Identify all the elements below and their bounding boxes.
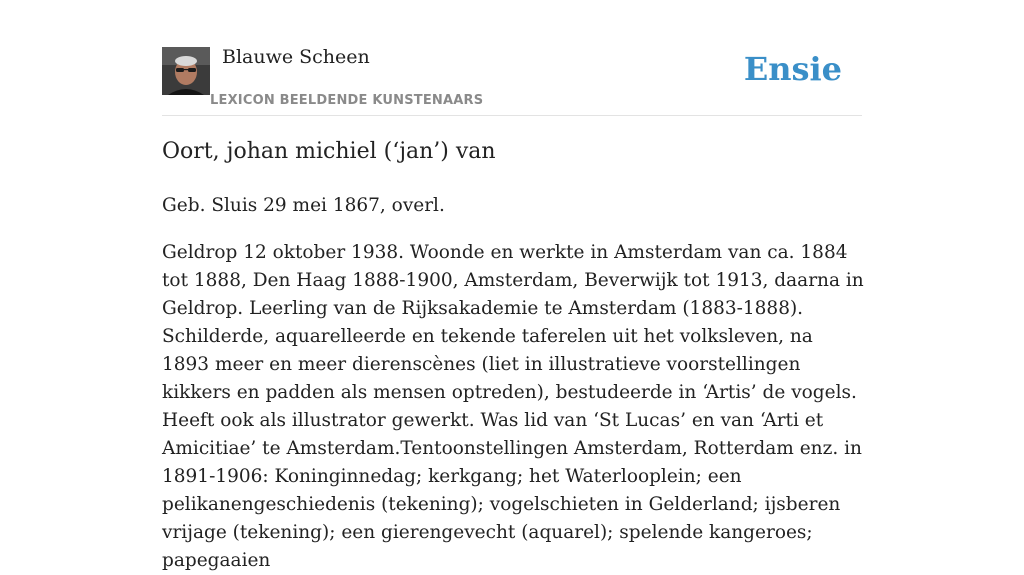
article-title: Oort, johan michiel (‘jan’) van: [162, 139, 496, 164]
source-label[interactable]: LEXICON BEELDENDE KUNSTENAARS: [210, 93, 484, 108]
avatar-photo: [162, 47, 210, 95]
header-divider: [162, 115, 862, 116]
ensie-logo[interactable]: Ensie: [743, 50, 842, 88]
article-paragraph: Geb. Sluis 29 mei 1867, overl.: [162, 195, 445, 216]
author-avatar[interactable]: [162, 47, 210, 95]
author-name[interactable]: Blauwe Scheen: [222, 46, 370, 68]
article-paragraph: Geldrop 12 oktober 1938. Woonde en werkte in Amsterdam van ca. 1884 tot 1888, Den Haag 1888-1900, Amsterdam, Beverwijk tot 1913, daarna in Geldrop. Leerling van de Rijksakademie te Amsterdam (1883-1888). Schilderde, aquarelleerde en tekende taferelen uit het volksleven, na 1893 meer en meer dierenscènes (liet in illustratieve voorstellingen kikkers en padden als mensen optreden), bestudeerde in ‘Artis’ de vogels. Heeft ook als illustrator gewerkt. Was lid van ‘St Lucas’ en van ‘Arti et Amicitiae’ te Amsterdam.Tentoonstellingen Amsterdam, Rotterdam enz. in 1891-1906: Koninginnedag; kerkgang; het Waterlooplein; een pelikanengeschiedenis (tekening); vogelschieten in Gelderland; ijsberen vrijage (tekening); een gierengevecht (aquarel); spelende kangeroes; papegaaien: [162, 242, 864, 571]
